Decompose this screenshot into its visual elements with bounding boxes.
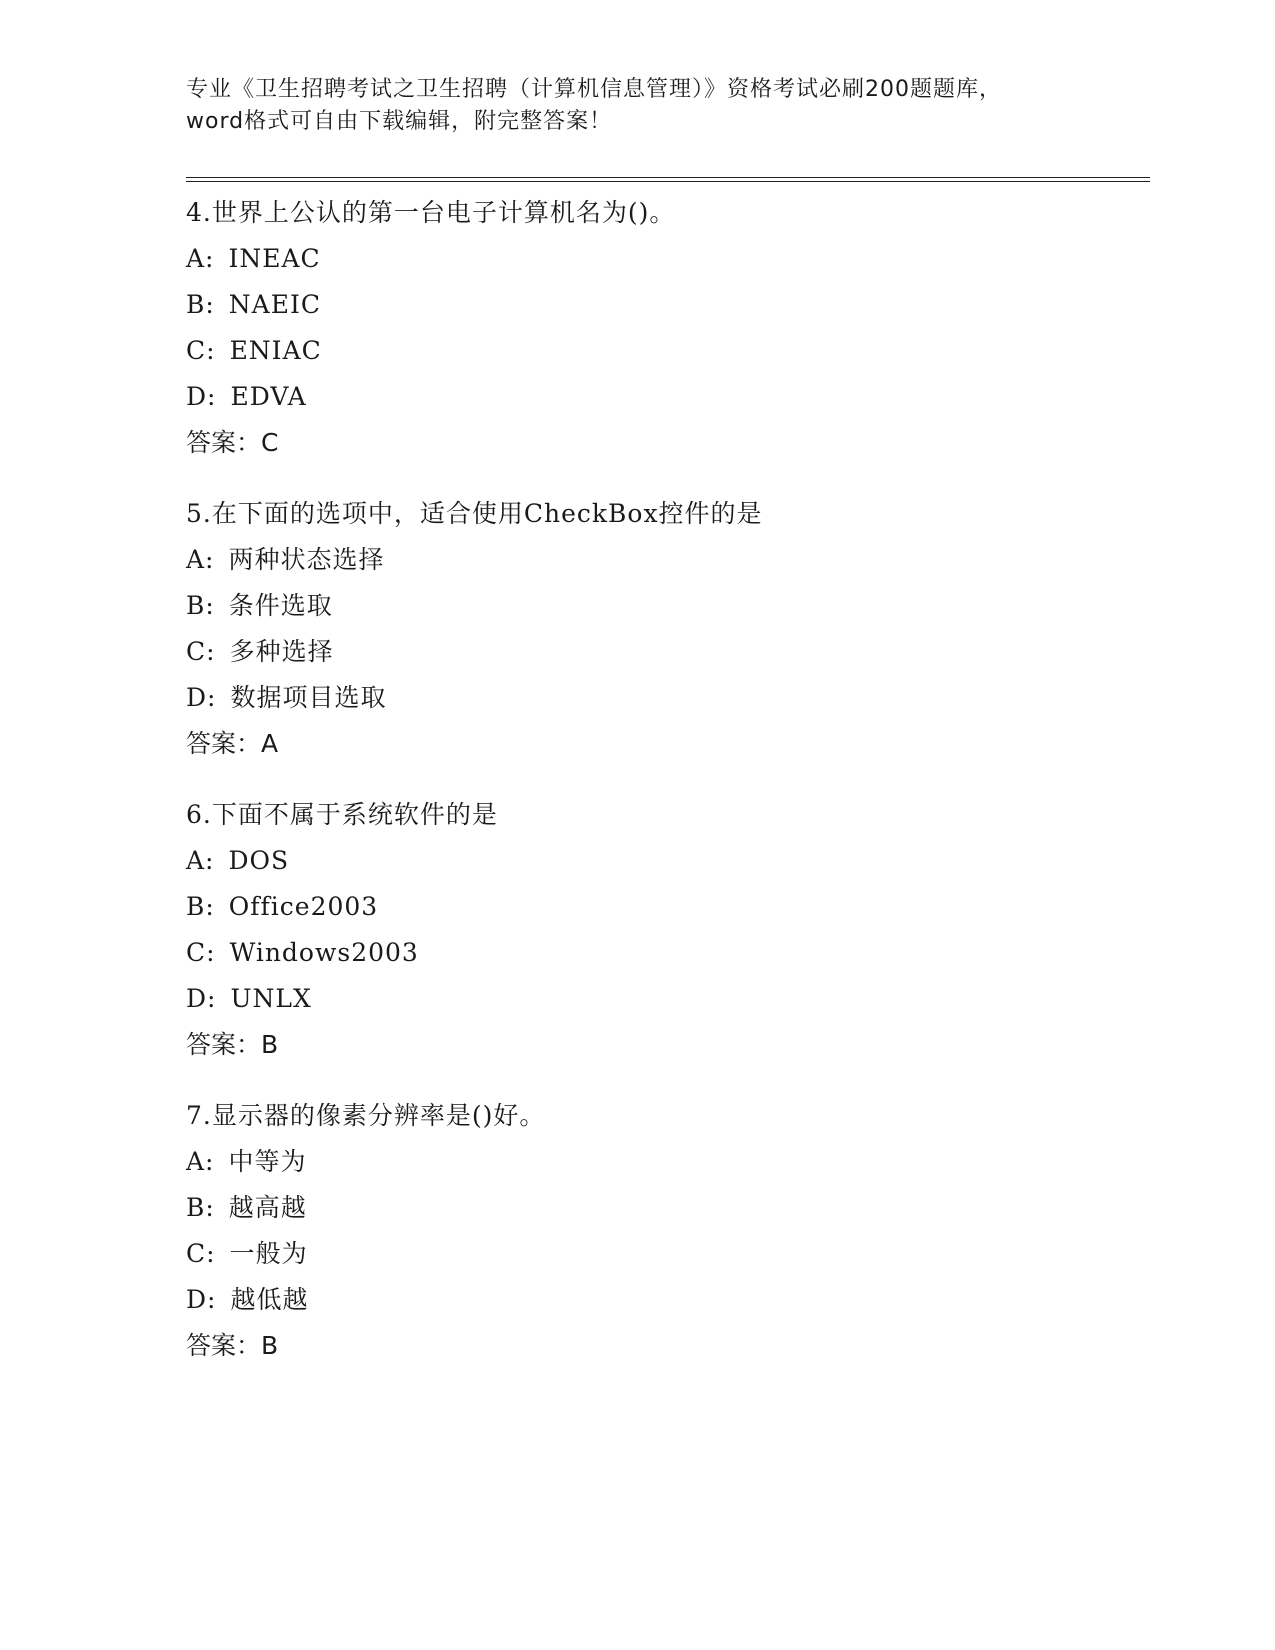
option-letter: D: — [186, 984, 217, 1013]
option-letter: C: — [186, 637, 216, 666]
option-text: 中等为 — [228, 1147, 307, 1176]
option-d — [186, 976, 1146, 1022]
question-5 — [186, 491, 1146, 767]
question-4 — [186, 190, 1146, 466]
option-c — [186, 629, 1146, 675]
option-letter: C: — [186, 336, 216, 365]
question-stem: 5.在下面的选项中，适合使用CheckBox控件的是 — [186, 499, 763, 528]
option-text: DOS — [228, 846, 290, 875]
option-text: 一般为 — [229, 1239, 308, 1268]
option-text: 越高越 — [228, 1193, 307, 1222]
option-letter: A: — [186, 545, 215, 574]
option-c — [186, 930, 1146, 976]
question-6 — [186, 792, 1146, 1068]
option-text: INEAC — [228, 244, 321, 273]
answer-line: 答案：B — [186, 1030, 279, 1059]
question-stem: 4.世界上公认的第一台电子计算机名为()。 — [186, 198, 676, 227]
answer-line: 答案：C — [186, 428, 279, 457]
option-letter: B: — [186, 892, 215, 921]
option-text: NAEIC — [228, 290, 321, 319]
option-text: 越低越 — [230, 1285, 309, 1314]
question-stem: 7.显示器的像素分辨率是()好。 — [186, 1101, 546, 1130]
question-stem: 6.下面不属于系统软件的是 — [186, 800, 498, 829]
header-line-2: word格式可自由下载编辑，附完整答案！ — [186, 109, 613, 134]
answer-line: 答案：B — [186, 1331, 279, 1360]
option-text: Windows2003 — [229, 938, 419, 967]
option-b — [186, 282, 1146, 328]
option-d — [186, 675, 1146, 721]
option-letter: A: — [186, 1147, 215, 1176]
option-a — [186, 236, 1146, 282]
option-text: 数据项目选取 — [230, 683, 387, 712]
option-a — [186, 537, 1146, 583]
option-text: 条件选取 — [228, 591, 333, 620]
option-letter: D: — [186, 683, 217, 712]
option-a — [186, 838, 1146, 884]
header-divider-bottom — [186, 181, 1150, 182]
option-letter: A: — [186, 846, 215, 875]
option-b — [186, 884, 1146, 930]
document-header — [186, 74, 1086, 138]
option-letter: B: — [186, 1193, 215, 1222]
option-letter: D: — [186, 382, 217, 411]
header-divider-top — [186, 177, 1150, 178]
option-text: 多种选择 — [229, 637, 334, 666]
option-b — [186, 1185, 1146, 1231]
question-list — [186, 190, 1146, 1394]
option-letter: C: — [186, 938, 216, 967]
option-c — [186, 1231, 1146, 1277]
header-line-1: 专业《卫生招聘考试之卫生招聘（计算机信息管理）》资格考试必刷200题题库， — [186, 77, 1002, 102]
option-d — [186, 374, 1146, 420]
option-letter: C: — [186, 1239, 216, 1268]
option-c — [186, 328, 1146, 374]
option-letter: A: — [186, 244, 215, 273]
option-a — [186, 1139, 1146, 1185]
option-letter: B: — [186, 290, 215, 319]
question-7 — [186, 1093, 1146, 1369]
option-d — [186, 1277, 1146, 1323]
option-letter: D: — [186, 1285, 217, 1314]
option-text: Office2003 — [228, 892, 379, 921]
option-text: EDVA — [230, 382, 307, 411]
option-b — [186, 583, 1146, 629]
option-text: ENIAC — [229, 336, 322, 365]
option-text: UNLX — [230, 984, 312, 1013]
option-letter: B: — [186, 591, 215, 620]
option-text: 两种状态选择 — [228, 545, 385, 574]
answer-line: 答案：A — [186, 729, 279, 758]
